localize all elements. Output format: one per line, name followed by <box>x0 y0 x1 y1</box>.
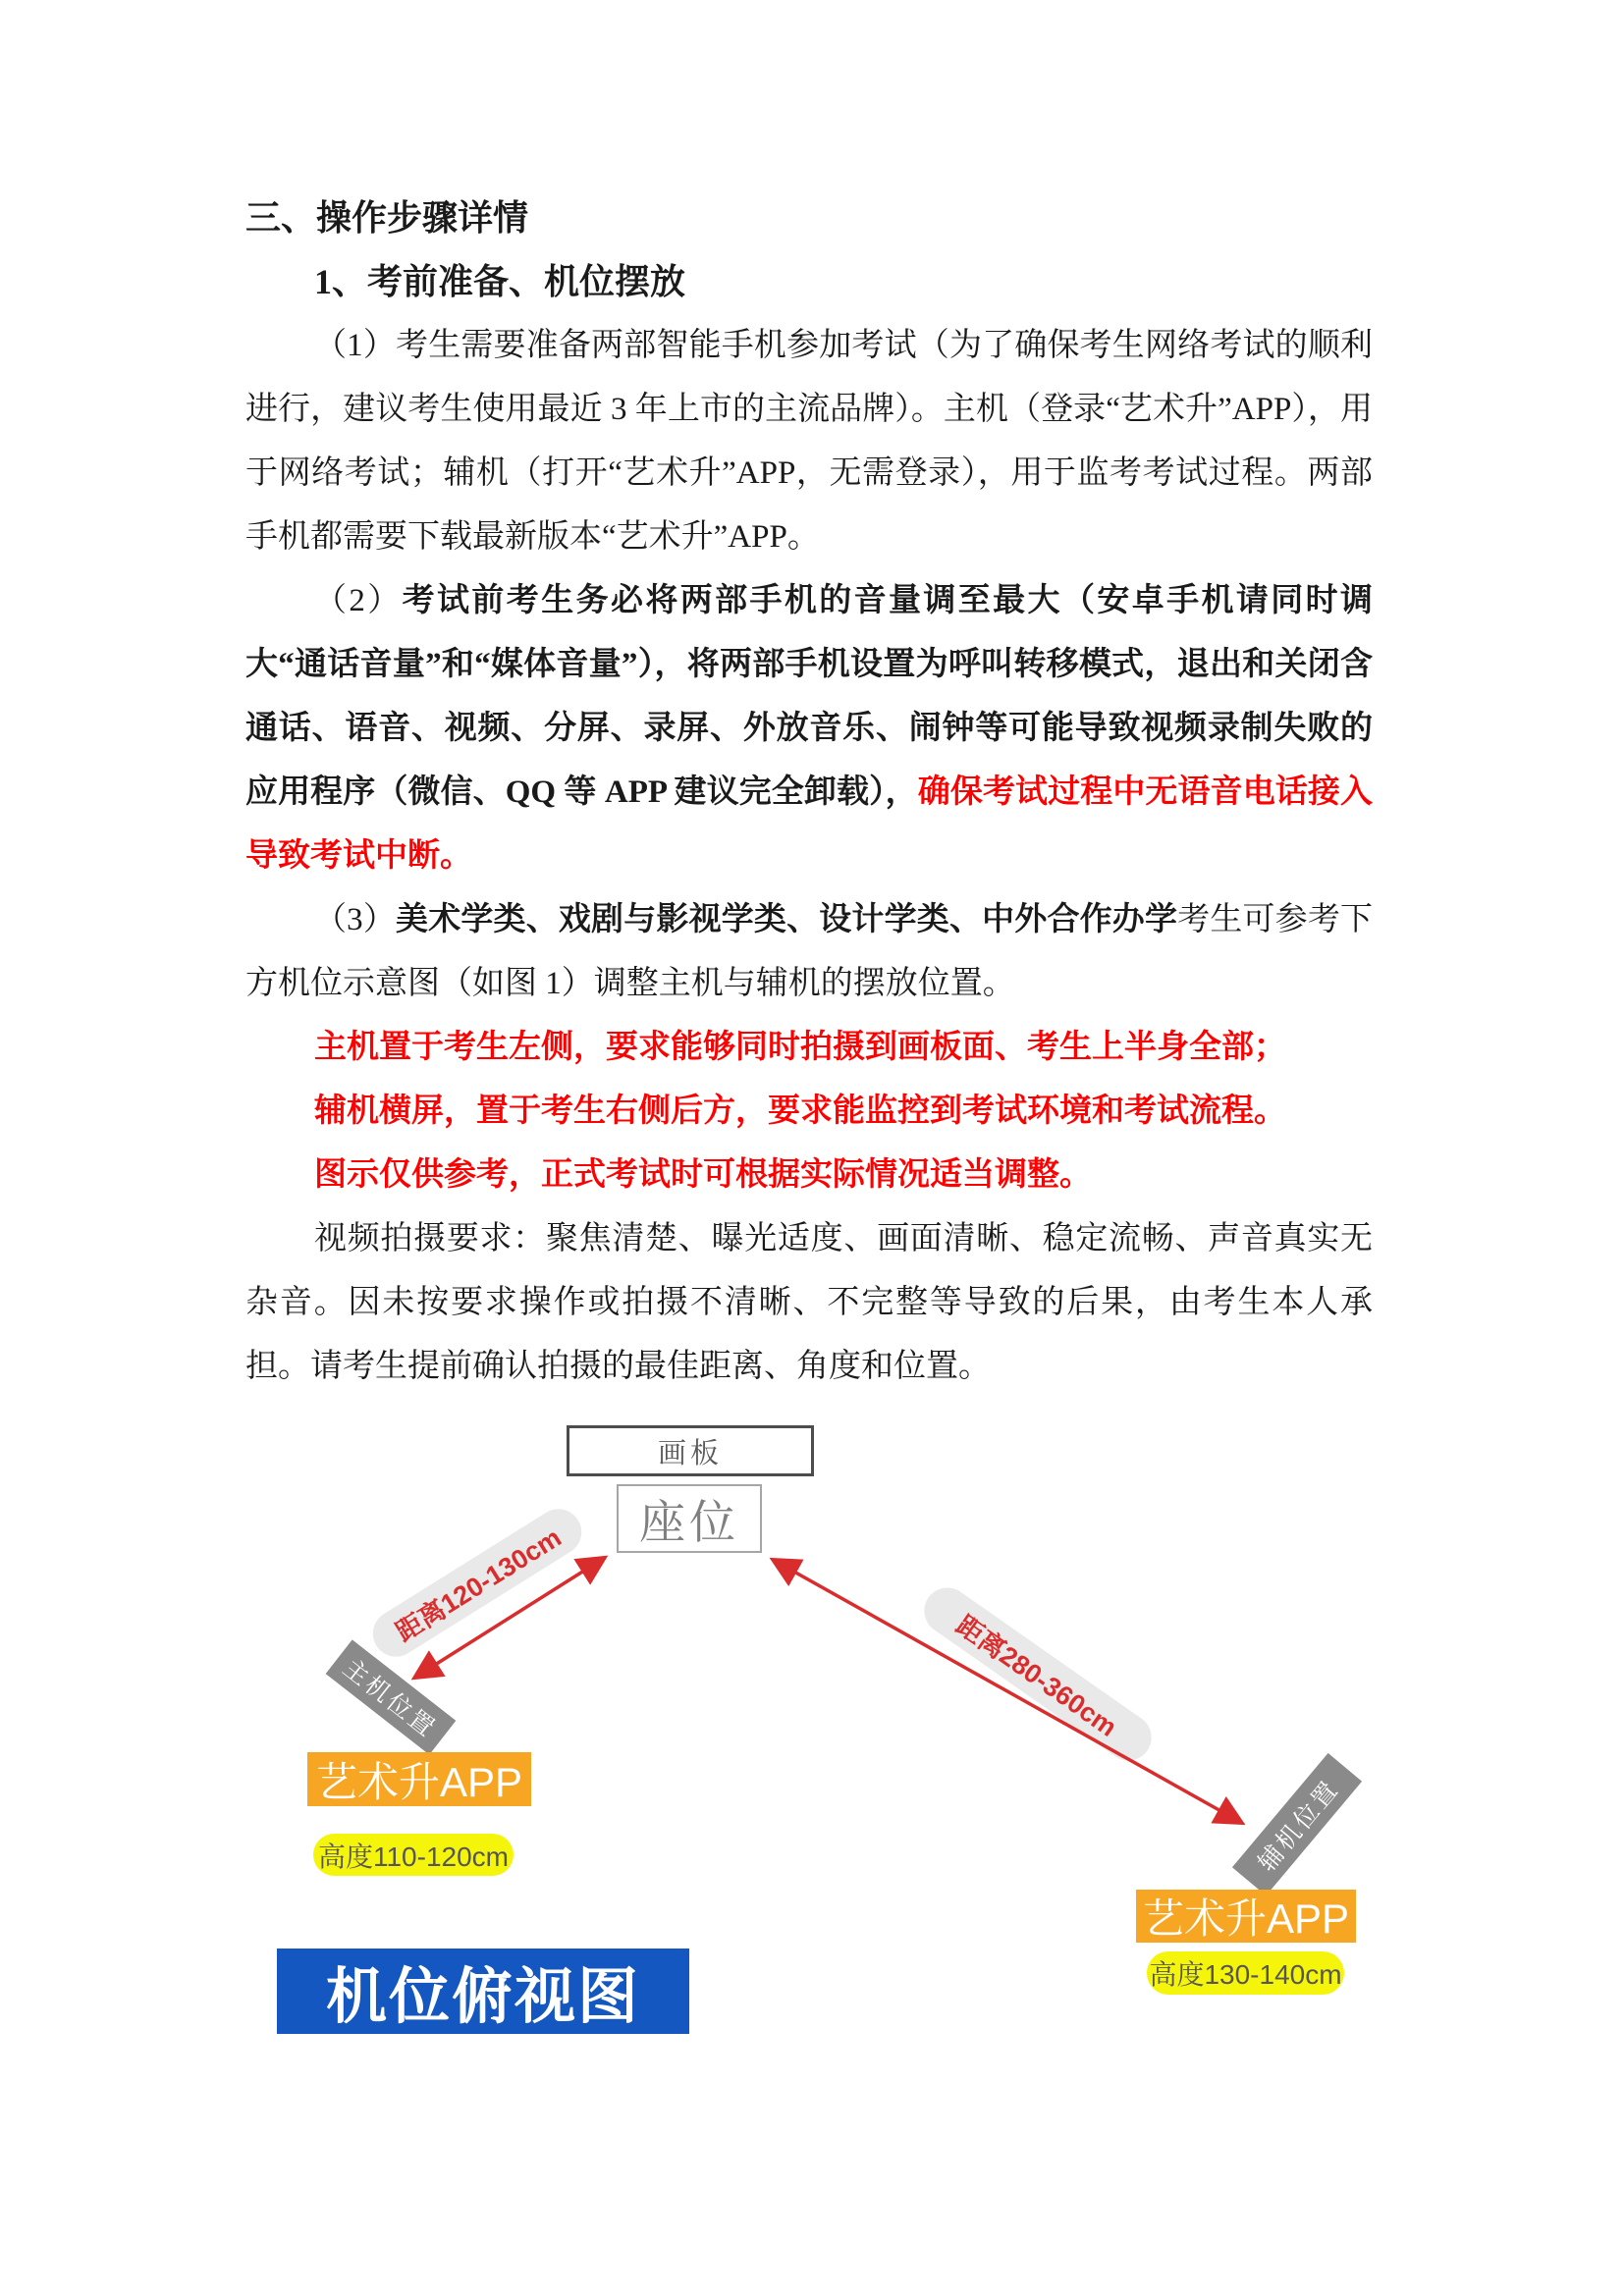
red-note-line-3: 图示仅供参考，正式考试时可根据实际情况适当调整。 <box>314 1157 1092 1193</box>
text-block <box>245 187 1373 1399</box>
paragraph-2 <box>245 569 1373 888</box>
p3-bold-text: 美术学类、戏剧与影视学类、设计学类、中外合作办学 <box>396 902 1178 937</box>
p1-number: （1） <box>314 328 397 363</box>
drawing-board-box: 画板 <box>567 1425 814 1476</box>
section-title: 三、操作步骤详情 <box>245 198 529 238</box>
red-note-line-1: 主机置于考生左侧，要求能够同时拍摄到画板面、考生上半身全部； <box>314 1030 1286 1065</box>
camera-position-diagram <box>0 1404 1624 2150</box>
aux-distance-label: 距离280-360cm <box>915 1578 1161 1770</box>
aux-camera-position-label: 辅机位置 <box>1232 1753 1362 1896</box>
aux-height-label: 高度130-140cm <box>1147 1951 1344 1995</box>
aux-distance-arrow <box>775 1561 1240 1822</box>
main-distance-label: 距离120-130cm <box>364 1500 590 1665</box>
diagram-caption: 机位俯视图 <box>277 1949 689 2034</box>
main-camera-position-label: 主机位置 <box>326 1639 457 1754</box>
red-note-line-2: 辅机横屏，置于考生右侧后方，要求能监控到考试环境和考试流程。 <box>314 1094 1286 1129</box>
p3-number: （3） <box>314 902 397 937</box>
main-distance-arrow <box>416 1559 603 1677</box>
distance-arrows <box>0 1404 1624 2150</box>
p1-text: 考生需要准备两部智能手机参加考试（为了确保考生网络考试的顺利进行，建议考生使用最近 3 年上市的主流品牌）。主机（登录“艺术升”APP），用于网络考试；辅机（打开“艺术升”APP，无需登录），用于监考考试过程。两部手机都需要下载最新版本“艺术升”APP。 <box>245 328 1373 555</box>
paragraph-3 <box>245 888 1373 1016</box>
main-height-label: 高度110-120cm <box>313 1834 514 1876</box>
aux-app-box: 艺术升APP <box>1136 1890 1356 1943</box>
seat-box: 座位 <box>617 1484 762 1553</box>
paragraph-1 <box>245 314 1373 569</box>
subsection-title: 1、考前准备、机位摆放 <box>314 262 686 301</box>
paragraph-4: 视频拍摄要求：聚焦清楚、曝光适度、画面清晰、稳定流畅、声音真实无杂音。因未按要求操作或拍摄不清晰、不完整等导致的后果，由考生本人承担。请考生提前确认拍摄的最佳距离、角度和位置。 <box>245 1221 1373 1384</box>
p2-bold-text: 考试前考生务必将两部手机的音量调至最大（安卓手机请同时调大“通话音量”和“媒体音量”），将两部手机设置为呼叫转移模式，退出和关闭含通话、语音、视频、分屏、录屏、外放音乐、闹钟等可能导致视频录制失败的应用程序（微信、QQ 等 APP 建议完全卸载）， <box>245 583 1374 810</box>
p3-text: 考生可参考下方机位示意图（如图 1）调整主机与辅机的摆放位置。 <box>245 902 1373 1001</box>
p2-red-text: 确保考试过程中无语音电话接入导致考试中断。 <box>245 774 1373 874</box>
main-app-box: 艺术升APP <box>307 1752 531 1806</box>
p2-number: （2） <box>314 583 403 618</box>
